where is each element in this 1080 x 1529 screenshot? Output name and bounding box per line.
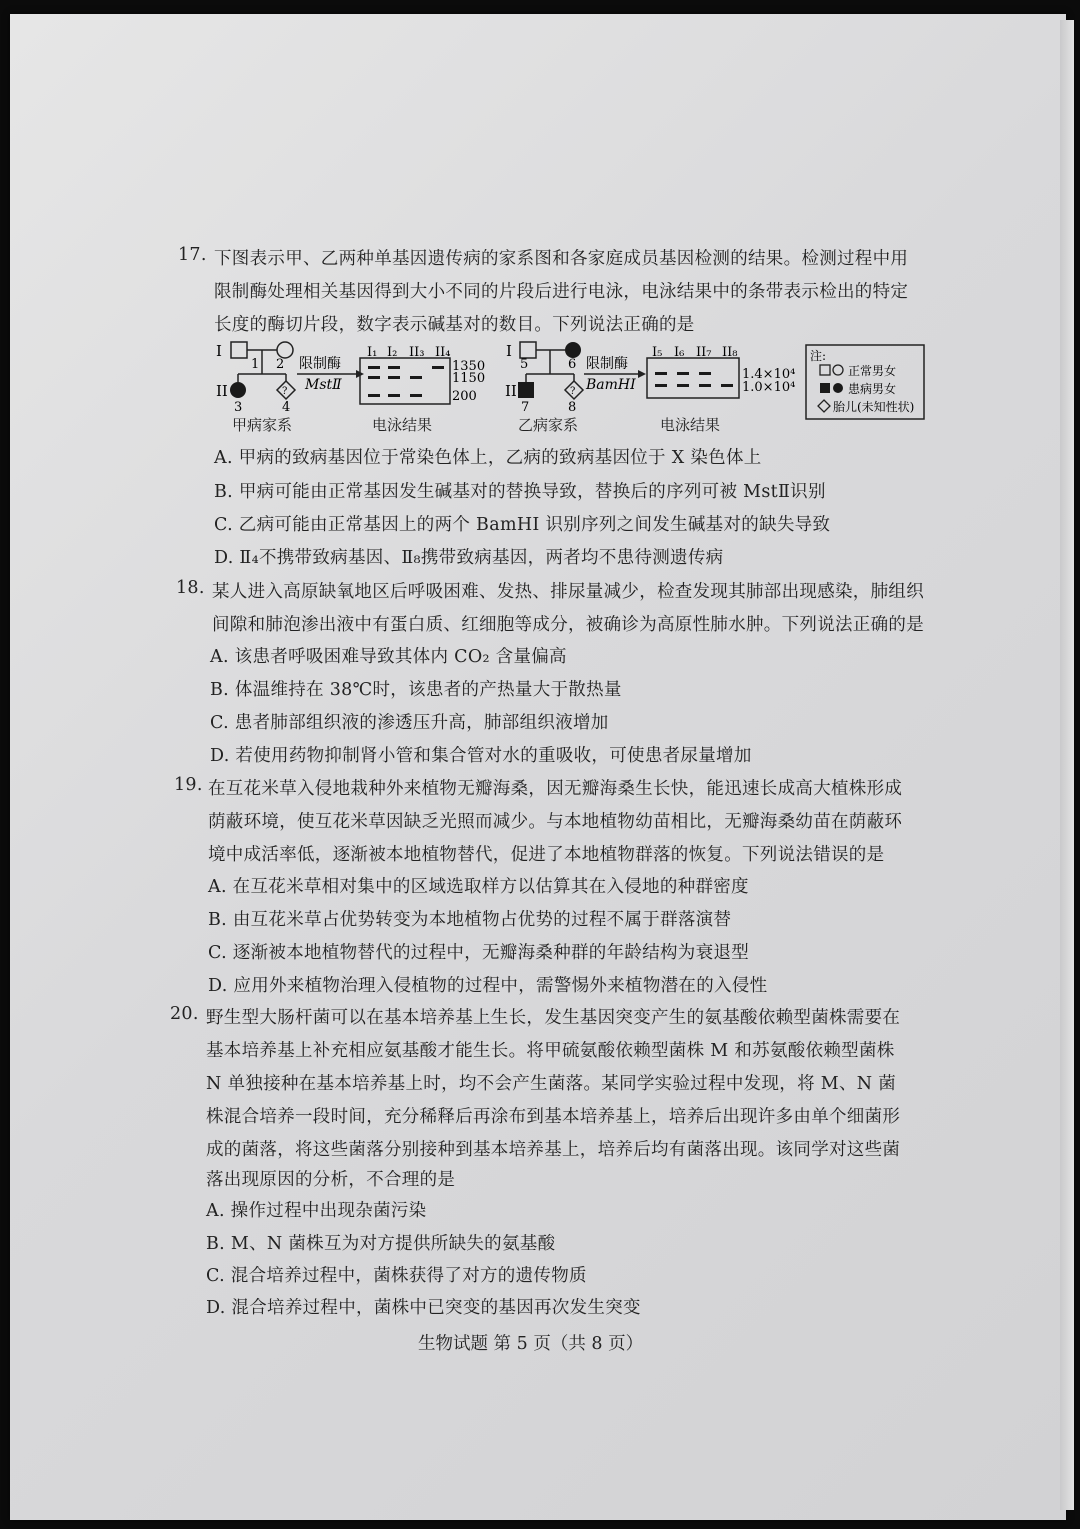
gen-label-II-b: II [505, 382, 517, 400]
q17-option-a: A. 甲病的致病基因位于常染色体上，乙病的致病基因位于 X 染色体上 [214, 448, 762, 468]
pedigree-female-2 [277, 342, 293, 358]
gel-a-band [368, 366, 380, 369]
q18-option-b: B. 体温维持在 38℃时，该患者的产热量大于散热量 [210, 680, 622, 700]
q17-option-d: D. Ⅱ₄不携带致病基因、Ⅱ₈携带致病基因，两者均不患待测遗传病 [214, 548, 724, 568]
legend-normal: 正常男女 [848, 364, 897, 378]
gel-b-band [677, 384, 689, 387]
fetus-mark-8: ? [570, 386, 576, 397]
gel-b-band [699, 384, 711, 387]
caption-gel-a: 电泳结果 [372, 416, 433, 434]
q19-number: 19. [174, 775, 203, 795]
q19-option-c: C. 逐渐被本地植物替代的过程中，无瓣海桑种群的年龄结构为衰退型 [208, 943, 749, 963]
gel-a-band [410, 394, 422, 397]
q20-option-c: C. 混合培养过程中，菌株获得了对方的遗传物质 [206, 1266, 587, 1286]
gel-a-band [388, 394, 400, 397]
lane-label-II8: II₈ [722, 345, 738, 360]
q20-option-d: D. 混合培养过程中，菌株中已突变的基因再次发生突变 [206, 1298, 641, 1318]
gel-b-band [677, 372, 689, 375]
pedigree-affected-female-3 [230, 382, 246, 398]
enzyme-label-b: 限制酶 [586, 356, 628, 372]
q17-option-c: C. 乙病可能由正常基因上的两个 BamHI 识别序列之间发生碱基对的缺失导致 [214, 515, 831, 535]
size-1150: 1150 [452, 371, 486, 386]
gel-a [360, 358, 450, 404]
pedigree-male-5 [520, 342, 536, 358]
legend-title: 注: [810, 349, 827, 363]
lane-label-I2: I₂ [387, 345, 398, 360]
q20-option-b: B. M、N 菌株互为对方提供所缺失的氨基酸 [206, 1234, 556, 1254]
size-1.0e4: 1.0×10⁴ [742, 380, 796, 395]
gel-b [647, 358, 739, 398]
caption-gel-b: 电泳结果 [660, 416, 721, 434]
lane-label-I5: I₅ [652, 345, 663, 360]
q20-stem-line6: 落出现原因的分析，不合理的是 [206, 1170, 456, 1190]
gel-a-band [388, 366, 400, 369]
pedigree-id-7: 7 [521, 400, 530, 415]
q17-stem-line1: 下图表示甲、乙两种单基因遗传病的家系图和各家庭成员基因检测的结果。检测过程中用 [214, 249, 909, 269]
q17-number: 17. [178, 245, 207, 265]
pedigree-id-8: 8 [568, 400, 577, 415]
gel-a-band [388, 376, 400, 379]
pedigree-affected-male-7 [518, 382, 534, 398]
gel-b-band [699, 372, 711, 375]
fetus-mark-4: ? [282, 386, 288, 397]
q18-option-c: C. 患者肺部组织液的渗透压升高，肺部组织液增加 [210, 713, 609, 733]
gen-label-II-a: II [216, 382, 228, 400]
gel-a-band [432, 366, 444, 369]
page-footer: 生物试题 第 5 页（共 8 页） [418, 1334, 644, 1354]
lane-label-I1: I₁ [367, 345, 378, 360]
caption-family-b: 乙病家系 [518, 416, 579, 434]
q20-stem-line3: N 单独接种在基本培养基上时，均不会产生菌落。某同学实验过程中发现，将 M、N 菌 [206, 1074, 897, 1094]
q20-number: 20. [170, 1004, 199, 1024]
q19-option-a: A. 在互花米草相对集中的区域选取样方以估算其在入侵地的种群密度 [208, 877, 749, 897]
pedigree-id-3: 3 [234, 400, 243, 415]
enzyme-label-a: 限制酶 [299, 356, 341, 372]
size-1.4e4: 1.4×10⁴ [742, 367, 796, 382]
caption-family-a: 甲病家系 [232, 416, 293, 434]
q18-option-a: A. 该患者呼吸困难导致其体内 CO₂ 含量偏高 [210, 647, 567, 667]
pedigree-id-2: 2 [276, 357, 285, 372]
gel-a-band [410, 376, 422, 379]
gel-a-band [368, 376, 380, 379]
q18-number: 18. [176, 578, 205, 598]
lane-label-II7: II₇ [696, 345, 712, 360]
q19-option-b: B. 由互花米草占优势转变为本地植物占优势的过程不属于群落演替 [208, 910, 732, 930]
size-1350: 1350 [452, 359, 486, 374]
q20-stem-line4: 株混合培养一段时间，充分稀释后再涂布到基本培养基上，培养后出现许多由单个细菌形 [206, 1107, 901, 1127]
pedigree-id-1: 1 [251, 357, 260, 372]
pedigree-id-4: 4 [282, 400, 291, 415]
gen-label-I-a: I [216, 342, 222, 360]
q19-stem-line3: 境中成活率低，逐渐被本地植物替代，促进了本地植物群落的恢复。下列说法错误的是 [208, 845, 885, 865]
gel-b-band [655, 372, 667, 375]
q19-option-d: D. 应用外来植物治理入侵植物的过程中，需警惕外来植物潜在的入侵性 [208, 976, 768, 996]
pedigree-affected-female-6 [565, 342, 581, 358]
q18-option-d: D. 若使用药物抑制肾小管和集合管对水的重吸收，可使患者尿量增加 [210, 746, 752, 766]
legend-fetus: 胎儿(未知性状) [833, 400, 915, 414]
gen-label-I-b: I [506, 342, 512, 360]
q17-stem-line2: 限制酶处理相关基因得到大小不同的片段后进行电泳，电泳结果中的条带表示检出的特定 [214, 282, 909, 302]
size-200: 200 [452, 389, 477, 404]
q17-stem-line3: 长度的酶切片段，数字表示碱基对的数目。下列说法正确的是 [214, 315, 695, 335]
q18-stem-line1: 某人进入高原缺氧地区后呼吸困难、发热、排尿量减少，检查发现其肺部出现感染，肺组织 [212, 582, 924, 602]
q19-stem-line1: 在互花米草入侵地栽种外来植物无瓣海桑，因无瓣海桑生长快，能迅速长成高大植株形成 [208, 779, 903, 799]
q17-option-b: B. 甲病可能由正常基因发生碱基对的替换导致，替换后的序列可被 MstⅡ识别 [214, 482, 826, 502]
lane-label-II4: II₄ [435, 345, 451, 360]
pedigree-id-6: 6 [568, 357, 577, 372]
stacked-pages-edge [1060, 20, 1074, 1510]
pedigree-id-5: 5 [520, 357, 529, 372]
q20-option-a: A. 操作过程中出现杂菌污染 [206, 1201, 427, 1221]
enzyme-name-a: MstⅡ [305, 377, 342, 393]
q20-stem-line2: 基本培养基上补充相应氨基酸才能生长。将甲硫氨酸依赖型菌株 M 和苏氨酸依赖型菌株 [206, 1041, 895, 1061]
q20-stem-line5: 成的菌落，将这些菌落分别接种到基本培养基上，培养后均有菌落出现。该同学对这些菌 [206, 1140, 901, 1160]
gel-b-band [721, 384, 733, 387]
q19-stem-line2: 荫蔽环境，使互花米草因缺乏光照而减少。与本地植物幼苗相比，无瓣海桑幼苗在荫蔽环 [208, 812, 903, 832]
q18-stem-line2: 间隙和肺泡渗出液中有蛋白质、红细胞等成分，被确诊为高原性肺水肿。下列说法正确的是 [212, 615, 924, 635]
q20-stem-line1: 野生型大肠杆菌可以在基本培养基上生长，发生基因突变产生的氨基酸依赖型菌株需要在 [206, 1008, 901, 1028]
gel-b-band [655, 384, 667, 387]
gel-a-band [368, 394, 380, 397]
enzyme-name-b: BamHI [586, 377, 636, 393]
pedigree-male-1 [231, 342, 247, 358]
lane-label-II3: II₃ [409, 345, 425, 360]
legend-affected: 患病男女 [848, 382, 897, 396]
lane-label-I6: I₆ [674, 345, 685, 360]
